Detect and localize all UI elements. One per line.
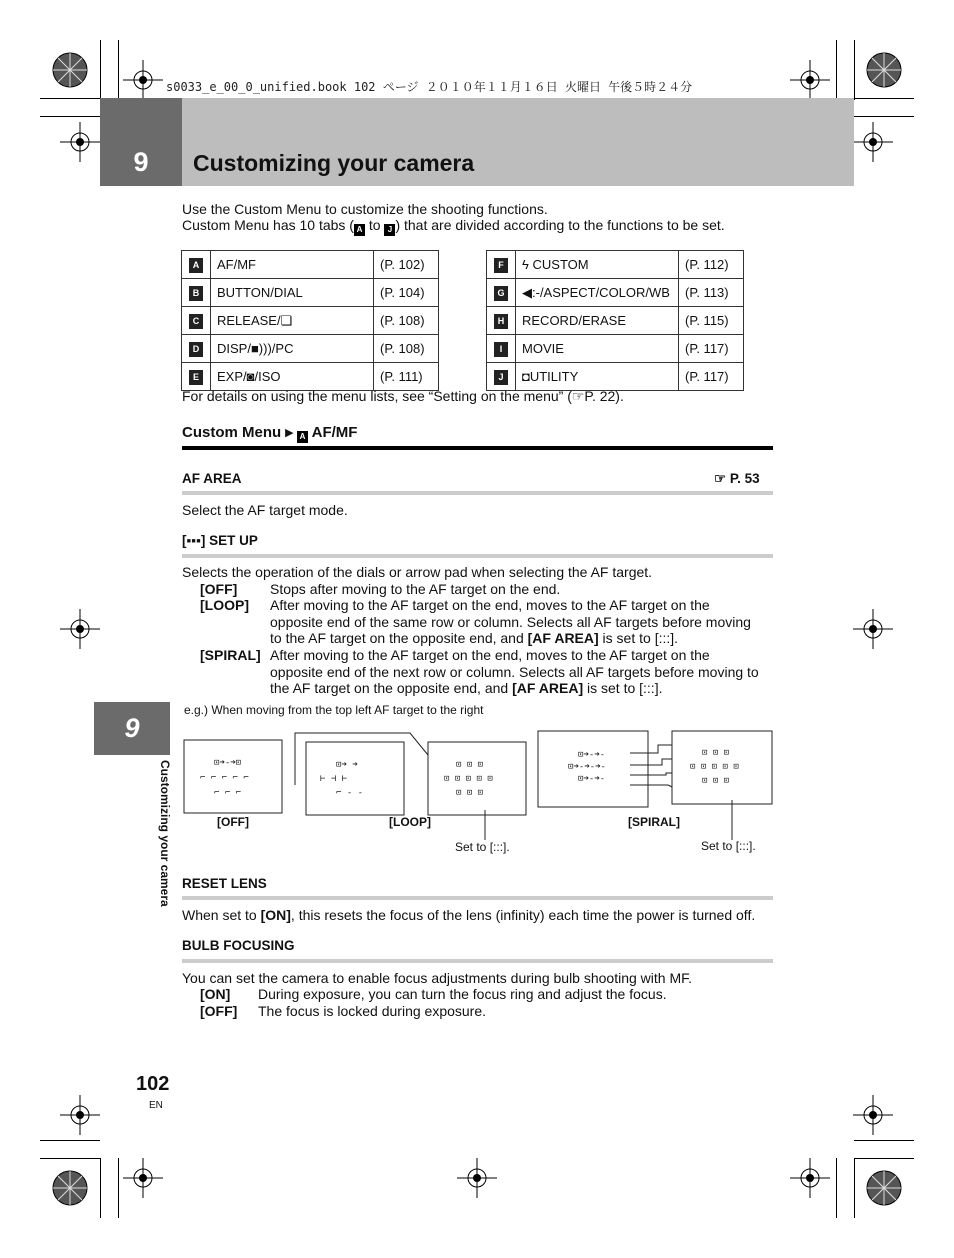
set-up-rule (182, 554, 773, 558)
menu-row (487, 279, 744, 307)
section-heading (182, 423, 357, 443)
intro-line-1: Use the Custom Menu to customize the shooting functions. (182, 201, 548, 217)
book-meta-line: s0033_e_00_0_unified.book 102 ページ ２０１０年１１月１６日 火曜日 午後５時２４分 (166, 80, 693, 94)
reset-lens-title: RESET LENS (182, 876, 267, 891)
menu-item-name: ϟ CUSTOM (516, 251, 679, 279)
svg-text:⊡➜‐➜‐: ⊡➜‐➜‐ (578, 750, 606, 760)
opt-off-text: Stops after moving to the AF target on the end. (270, 581, 561, 597)
menu-item-name: MOVIE (516, 335, 679, 363)
menu-item-name: AF/MF (211, 251, 374, 279)
svg-text:⊡ ⊡ ⊡: ⊡ ⊡ ⊡ (456, 760, 484, 770)
opt-off-key: [OFF] (200, 581, 238, 597)
svg-text:⊡ ⊡ ⊡ ⊡ ⊡: ⊡ ⊡ ⊡ ⊡ ⊡ (690, 762, 739, 772)
custom-tab-icon: H (494, 314, 508, 329)
opt-loop-text (270, 597, 751, 647)
page-number: 102 (136, 1073, 170, 1095)
tab-a-icon: A (297, 431, 308, 443)
bulb-on-text: During exposure, you can turn the focus ring and adjust the focus. (258, 986, 667, 1002)
bulb-off-text: The focus is locked during exposure. (258, 1003, 487, 1019)
intro-text-b: to (364, 217, 385, 233)
custom-tab-icon: E (189, 370, 203, 385)
menu-row (182, 307, 439, 335)
intro-line-2 (182, 217, 725, 236)
menu-item-name: ◘UTILITY (516, 363, 679, 391)
menu-item-page: (P. 104) (374, 279, 439, 307)
label-set-to-loop: Set to [:::]. (455, 840, 510, 854)
chapter-title: Customizing your camera (193, 150, 475, 176)
opt-loop-line3a: to the AF target on the opposite end, and (270, 630, 528, 646)
bulb-desc: You can set the camera to enable focus adjustments during bulb shooting with MF. (182, 970, 693, 986)
menu-item-page: (P. 108) (374, 307, 439, 335)
opt-loop-line3 (270, 630, 751, 647)
menu-item-name: DISP/■)))/PC (211, 335, 374, 363)
tab-icon-cell (182, 307, 211, 335)
svg-text:⊢ ⊣ ⊢: ⊢ ⊣ ⊢ (320, 774, 348, 784)
reset-lens-c: , this resets the focus of the lens (infinity) each time the power is turned off. (290, 907, 756, 923)
bulb-rule (182, 959, 773, 963)
opt-loop-key: [LOOP] (200, 597, 249, 613)
label-off: [OFF] (217, 815, 249, 829)
tab-icon-cell (487, 335, 516, 363)
set-up-desc: Selects the operation of the dials or arrow pad when selecting the AF target. (182, 564, 653, 580)
svg-text:⊡➜‐➜‐➜‐: ⊡➜‐➜‐➜‐ (568, 762, 606, 772)
opt-loop-line2: opposite end of the same row or column. Selects all AF targets before moving (270, 613, 751, 630)
tab-icon-cell (487, 251, 516, 279)
label-loop: [LOOP] (389, 815, 431, 829)
opt-spiral-line3 (270, 680, 759, 697)
example-caption: e.g.) When moving from the top left AF target to the right (184, 703, 484, 717)
opt-spiral-text (270, 647, 759, 697)
side-chapter-text: Customizing your camera (158, 760, 172, 907)
custom-tab-icon: I (494, 342, 508, 357)
af-area-desc: Select the AF target mode. (182, 502, 348, 518)
svg-text:⊡ ⊡ ⊡: ⊡ ⊡ ⊡ (702, 776, 730, 786)
chapter-number: 9 (100, 98, 182, 186)
side-chapter-tab: 9 (94, 702, 170, 755)
custom-tab-icon: C (189, 314, 203, 329)
reset-lens-a: When set to (182, 907, 261, 923)
svg-text:⌐ ⌐ ⌐: ⌐ ⌐ ⌐ (214, 788, 242, 798)
custom-tab-icon: G (494, 286, 508, 301)
menu-item-page: (P. 108) (374, 335, 439, 363)
reset-lens-b: [ON] (260, 907, 291, 923)
tab-j-icon: J (384, 224, 395, 236)
svg-text:⊡➜‐➜⊡: ⊡➜‐➜⊡ (214, 758, 242, 768)
intro-text-a: Custom Menu has 10 tabs ( (182, 217, 354, 233)
menu-row (182, 335, 439, 363)
intro-text (182, 201, 725, 236)
svg-text:⌐ ‐ ‐: ⌐ ‐ ‐ (336, 788, 364, 798)
menu-row (487, 251, 744, 279)
af-area-rule (182, 491, 773, 495)
menu-item-page: (P. 117) (679, 335, 744, 363)
opt-spiral-line3c: is set to [:::]. (583, 680, 663, 696)
opt-loop-line3c: is set to [:::]. (598, 630, 679, 646)
menu-row (487, 307, 744, 335)
menu-item-page: (P. 117) (679, 363, 744, 391)
bulb-off-key: [OFF] (200, 1003, 238, 1019)
menu-item-name: EXP/◙/ISO (211, 363, 374, 391)
svg-text:⊡➜ ➜: ⊡➜ ➜ (336, 760, 358, 770)
opt-spiral-line2: opposite end of the next row or column. Selects all AF targets before moving to (270, 663, 759, 680)
tab-icon-cell (487, 279, 516, 307)
menu-row (182, 251, 439, 279)
bulb-title: BULB FOCUSING (182, 938, 295, 953)
svg-text:⊡➜‐➜‐: ⊡➜‐➜‐ (578, 774, 606, 784)
af-area-ref: ☞ P. 53 (714, 471, 760, 486)
tab-icon-cell (182, 251, 211, 279)
opt-spiral-line3b: [AF AREA] (512, 680, 584, 696)
svg-text:⊡ ⊡ ⊡: ⊡ ⊡ ⊡ (702, 748, 730, 758)
opt-spiral-line1: After moving to the AF target on the end, moves to the AF target on the (270, 647, 710, 663)
af-area-title: AF AREA (182, 471, 242, 486)
details-note: For details on using the menu lists, see “Setting on the menu” (☞P. 22). (182, 388, 624, 404)
set-up-title: [▪▪▪] SET UP (182, 533, 258, 548)
svg-text:⊡ ⊡ ⊡ ⊡ ⊡: ⊡ ⊡ ⊡ ⊡ ⊡ (444, 774, 493, 784)
opt-spiral-key: [SPIRAL] (200, 647, 261, 663)
language-code: EN (149, 1100, 163, 1111)
opt-loop-line3b: [AF AREA] (527, 630, 599, 646)
menu-row (487, 363, 744, 391)
menu-row (182, 363, 439, 391)
tab-icon-cell (487, 363, 516, 391)
menu-item-page: (P. 115) (679, 307, 744, 335)
section-prefix: Custom Menu ▸ (182, 424, 298, 441)
svg-text:⊡ ⊡ ⊡: ⊡ ⊡ ⊡ (456, 788, 484, 798)
menu-item-name: RELEASE/❏ (211, 307, 374, 335)
tab-icon-cell (182, 335, 211, 363)
tab-icon-cell (182, 279, 211, 307)
opt-loop-line1: After moving to the AF target on the end, moves to the AF target on the (270, 597, 710, 613)
custom-tab-icon: D (189, 342, 203, 357)
menu-item-page: (P. 102) (374, 251, 439, 279)
menu-row (487, 335, 744, 363)
tab-a-icon: A (354, 224, 365, 236)
menu-item-page: (P. 113) (679, 279, 744, 307)
menu-item-page: (P. 111) (374, 363, 439, 391)
reset-lens-rule (182, 896, 773, 900)
custom-tab-icon: B (189, 286, 203, 301)
menu-item-name: BUTTON/DIAL (211, 279, 374, 307)
intro-text-c: ) that are divided according to the functions to be set. (395, 217, 725, 233)
custom-tab-icon: A (189, 258, 203, 273)
opt-spiral-line3a: the AF target on the opposite end, and (270, 680, 513, 696)
svg-text:⌐ ⌐ ⌐ ⌐ ⌐: ⌐ ⌐ ⌐ ⌐ ⌐ (200, 773, 249, 783)
section-suffix: AF/MF (308, 424, 358, 441)
custom-tab-icon: F (494, 258, 508, 273)
tab-icon-cell (182, 363, 211, 391)
menu-table-left (181, 250, 439, 391)
bulb-on-key: [ON] (200, 986, 231, 1002)
reset-lens-desc (182, 907, 755, 924)
menu-item-name: RECORD/ERASE (516, 307, 679, 335)
menu-item-page: (P. 112) (679, 251, 744, 279)
label-set-to-spiral: Set to [:::]. (701, 839, 756, 853)
tab-icon-cell (487, 307, 516, 335)
section-rule (182, 446, 773, 450)
menu-row (182, 279, 439, 307)
label-spiral: [SPIRAL] (628, 815, 680, 829)
menu-table-right (486, 250, 744, 391)
custom-tab-icon: J (494, 370, 508, 385)
menu-item-name: ◀:-/ASPECT/COLOR/WB (516, 279, 679, 307)
